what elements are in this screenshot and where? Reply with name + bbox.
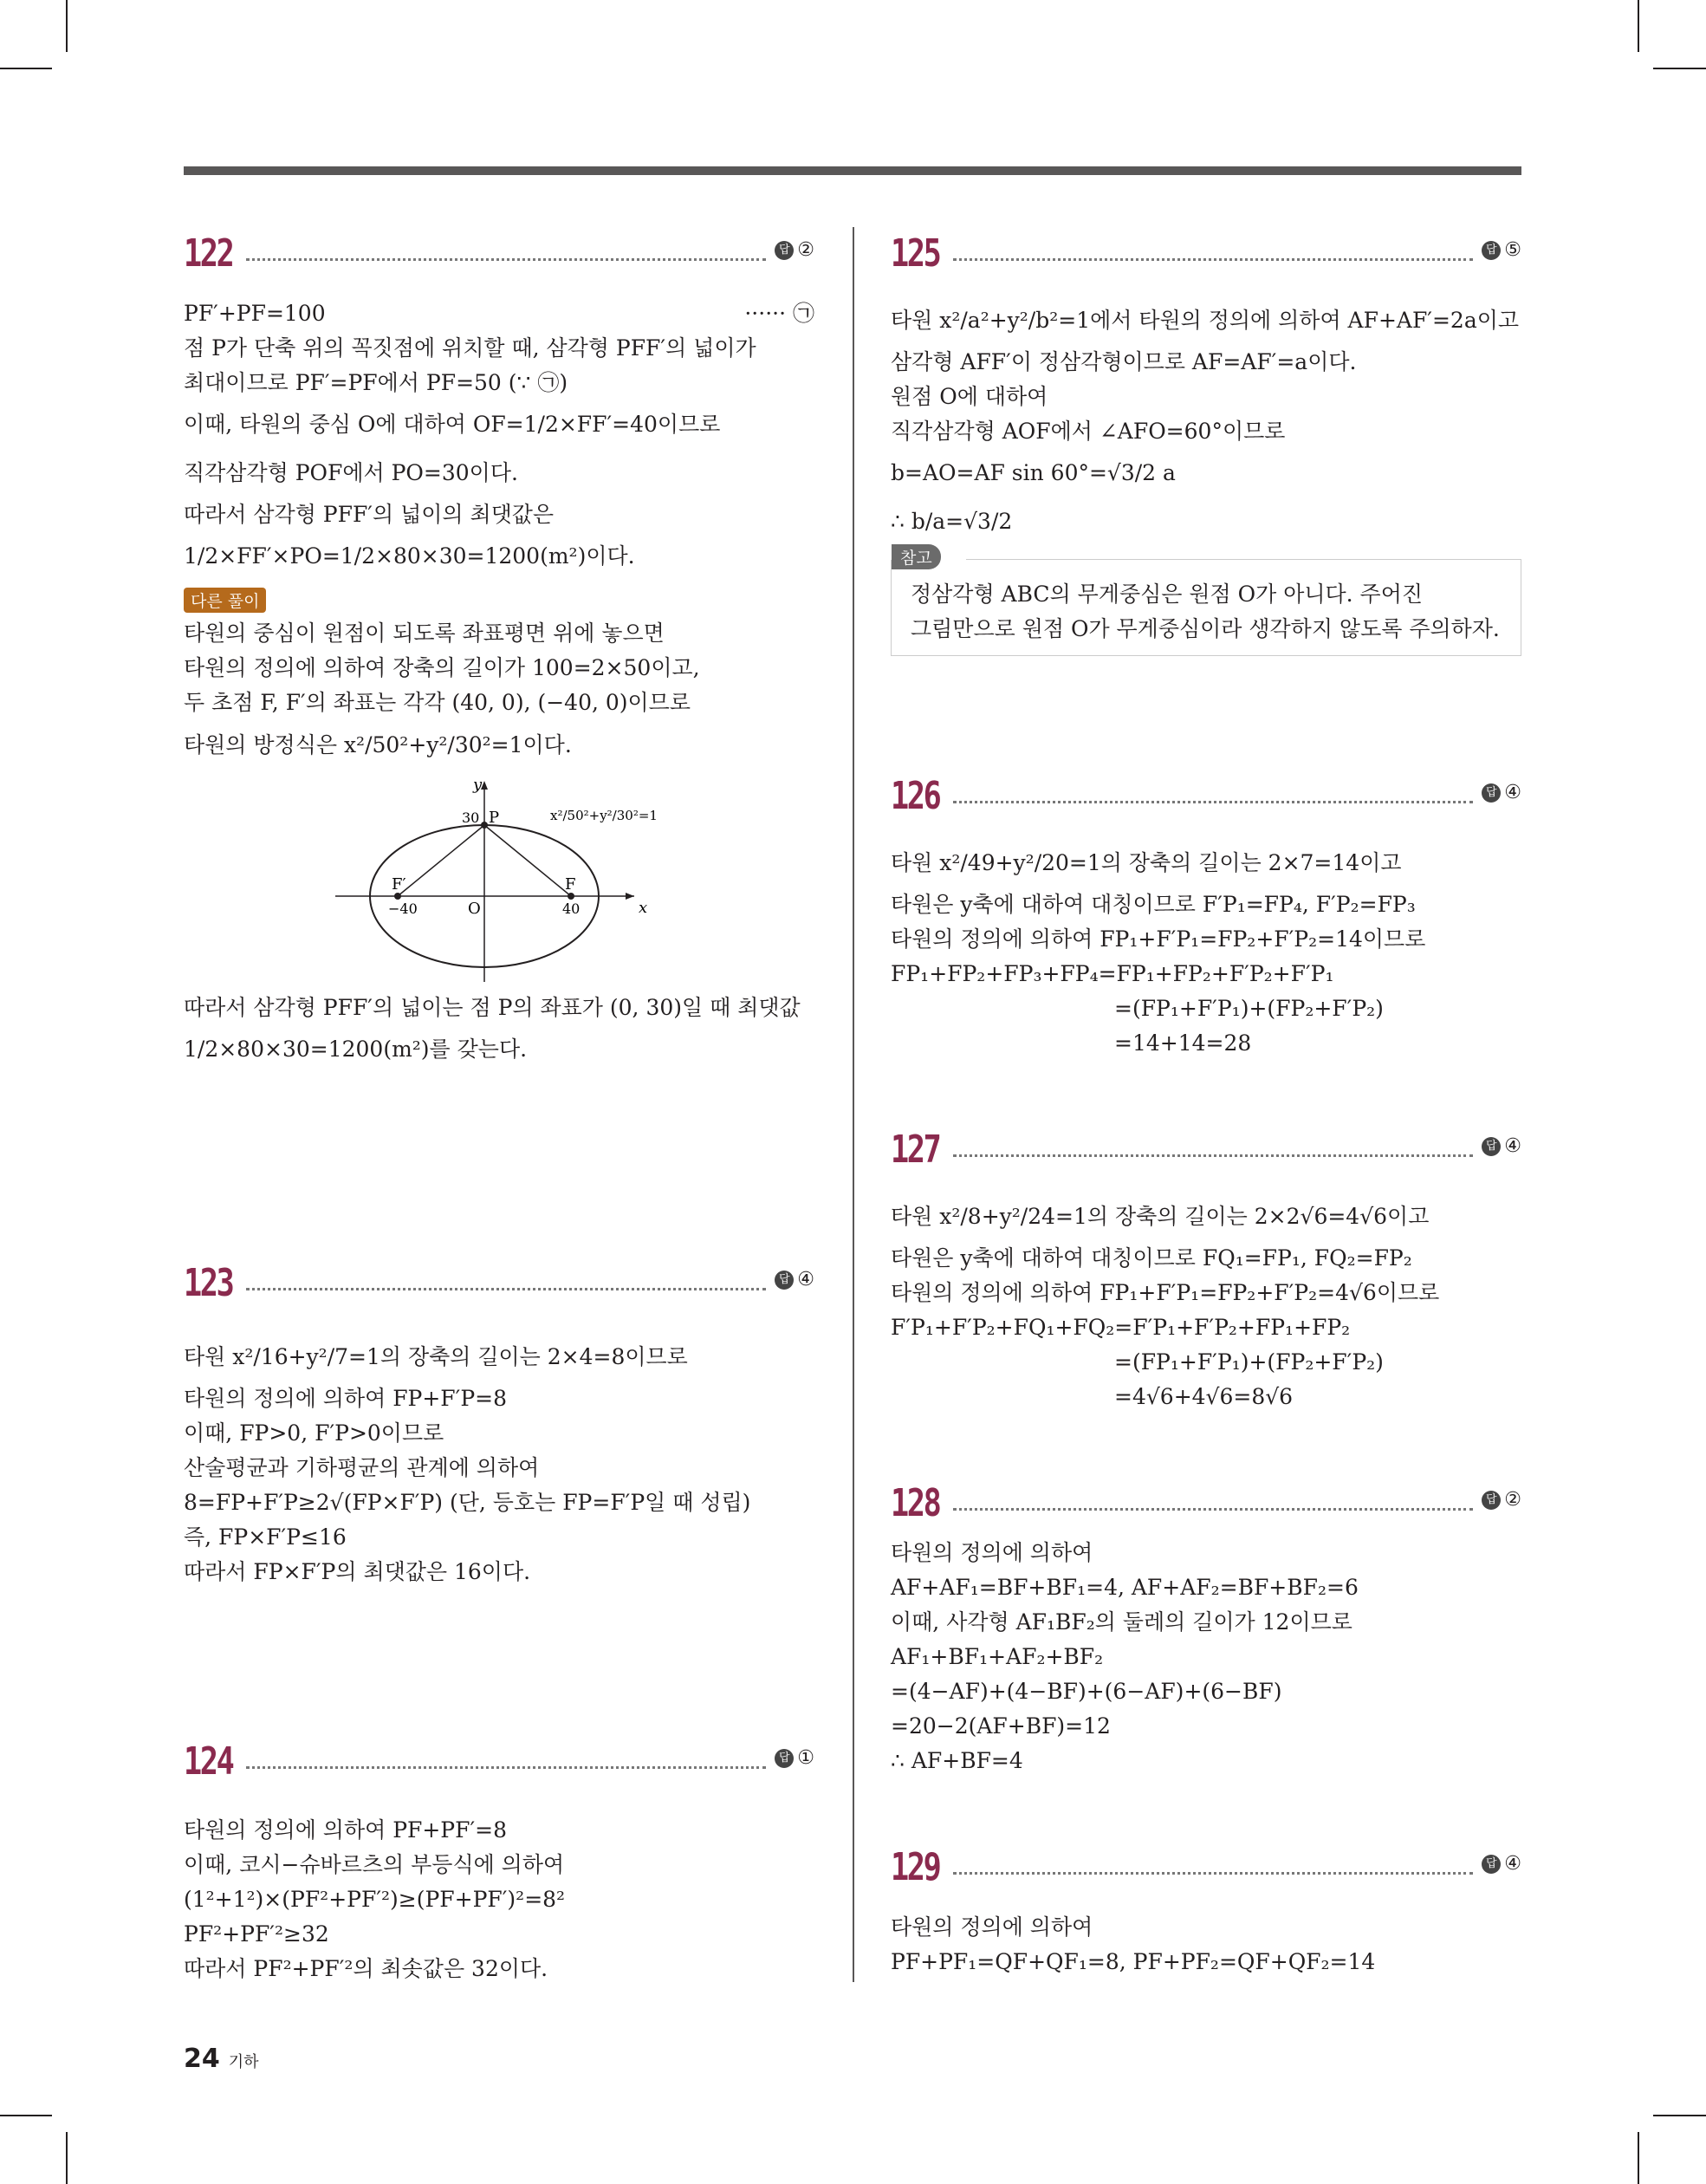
dotted-leader xyxy=(246,1766,766,1769)
solution-line: FP₁+FP₂+FP₃+FP₄=FP₁+FP₂+F′P₂+F′P₁ xyxy=(891,961,1334,986)
answer-value: ④ xyxy=(1504,782,1521,803)
solution-line: 타원은 y축에 대하여 대칭이므로 F′P₁=FP₄, F′P₂=FP₃ xyxy=(891,892,1416,917)
solution-line: 직각삼각형 POF에서 PO=30이다. xyxy=(184,460,518,485)
problem-number: 125 xyxy=(891,231,940,276)
solution-line: 타원의 정의에 의하여 FP₁+F′P₁=FP₂+F′P₂=4√6이므로 xyxy=(891,1280,1440,1305)
alt-line: 타원의 방정식은 x²/50²+y²/30²=1이다. xyxy=(184,732,572,757)
solution-line: PF+PF₁=QF+QF₁=8, PF+PF₂=QF+QF₂=14 xyxy=(891,1949,1376,1974)
y-axis-arrow-icon xyxy=(481,781,488,790)
f-label: F xyxy=(565,875,576,894)
solution-line: 타원의 정의에 의하여 PF+PF′=8 xyxy=(184,1817,508,1843)
solution-line: b=AO=AF sin 60°=√3/2 a xyxy=(891,460,1176,485)
answer xyxy=(1482,1853,1521,1875)
solution-line: 1/2×FF′×PO=1/2×80×30=1200(m²)이다. xyxy=(184,543,635,569)
problem-124 xyxy=(184,1735,814,1986)
graph-equation: x²/50²+y²/30²=1 xyxy=(550,808,658,823)
solution-line: 8=FP+F′P≥2√(FP×F′P) (단, 등호는 FP=F′P일 때 성립) xyxy=(184,1490,751,1515)
dotted-leader xyxy=(246,1288,766,1290)
solution-line: 따라서 FP×F′P의 최댓값은 16이다. xyxy=(184,1559,531,1584)
answer-value: ② xyxy=(1504,1489,1521,1511)
solution-line: 타원의 정의에 의하여 FP₁+F′P₁=FP₂+F′P₂=14이므로 xyxy=(891,926,1426,952)
solution-line: 1/2×80×30=1200(m²)를 갖는다. xyxy=(184,1037,528,1062)
solution-line: 타원 x²/16+y²/7=1의 장축의 길이는 2×4=8이므로 xyxy=(184,1344,688,1369)
answer xyxy=(1482,1135,1521,1157)
solution-line: 따라서 삼각형 PFF′의 넓이는 점 P의 좌표가 (0, 30)일 때 최댓값 xyxy=(184,995,801,1020)
solution-line: 직각삼각형 AOF에서 ∠AFO=60°이므로 xyxy=(891,419,1286,444)
solution-line: PF′+PF=100 ······ ㉠ xyxy=(184,296,814,331)
note-top-rule xyxy=(966,559,1521,560)
solution-line: 따라서 PF²+PF′²의 최솟값은 32이다. xyxy=(184,1956,548,1981)
answer-badge-icon: 답 xyxy=(775,1271,794,1290)
alt-line: 타원의 중심이 원점이 되도록 좌표평면 위에 놓으면 xyxy=(184,621,665,646)
problem-header xyxy=(891,770,1521,823)
problem-129 xyxy=(891,1841,1521,1979)
crop-mark xyxy=(1653,68,1706,69)
answer xyxy=(775,239,814,261)
f-prime-label: F′ xyxy=(392,875,406,894)
crop-mark xyxy=(1638,0,1639,52)
page-number: 24 xyxy=(184,2044,220,2074)
answer-value: ⑤ xyxy=(1504,239,1521,261)
solution-line: 타원 x²/a²+y²/b²=1에서 타원의 정의에 의하여 AF+AF′=2a이고 xyxy=(891,308,1520,333)
dotted-leader xyxy=(953,1872,1473,1875)
note-line: 그림만으로 원점 O가 무게중심이라 생각하지 않도록 주의하자. xyxy=(911,616,1500,641)
answer-badge-icon: 답 xyxy=(1482,783,1501,803)
solution-line: 타원 x²/49+y²/20=1의 장축의 길이는 2×7=14이고 xyxy=(891,850,1402,875)
problem-number: 123 xyxy=(184,1261,233,1305)
problem-header xyxy=(184,1735,814,1789)
solution-line: 삼각형 AFF′이 정삼각형이므로 AF=AF′=a이다. xyxy=(891,349,1357,374)
problem-128 xyxy=(891,1477,1521,1778)
answer-value: ④ xyxy=(797,1269,814,1290)
x-axis-label: x xyxy=(639,899,648,917)
solution-line: 따라서 삼각형 PFF′의 넓이의 최댓값은 xyxy=(184,502,555,527)
solution-line: (1²+1²)×(PF²+PF′²)≥(PF+PF′)²=8² xyxy=(184,1887,566,1912)
solution-line: 이때, 코시−슈바르츠의 부등식에 의하여 xyxy=(184,1852,565,1877)
problem-header xyxy=(184,1257,814,1310)
solution-line: AF+AF₁=BF+BF₁=4, AF+AF₂=BF+BF₂=6 xyxy=(891,1575,1359,1600)
problem-header xyxy=(891,1123,1521,1177)
point-p xyxy=(481,822,488,829)
answer xyxy=(1482,239,1521,261)
p-label: P xyxy=(489,809,500,827)
problem-number: 126 xyxy=(891,774,940,818)
f-prime-x-label: −40 xyxy=(388,900,418,917)
dotted-leader xyxy=(246,258,766,261)
answer-badge-icon: 답 xyxy=(775,1749,794,1768)
answer-value: ④ xyxy=(1504,1135,1521,1157)
solution-line: 산술평균과 기하평균의 관계에 의하여 xyxy=(184,1455,540,1480)
solution-line: 타원의 정의에 의하여 xyxy=(891,1914,1093,1940)
solution-line: 타원 x²/8+y²/24=1의 장축의 길이는 2×2√6=4√6이고 xyxy=(891,1204,1430,1229)
alt-line: 두 초점 F, F′의 좌표는 각각 (40, 0), (−40, 0)이므로 xyxy=(184,690,691,715)
crop-mark xyxy=(66,2132,68,2184)
answer-value: ④ xyxy=(1504,1853,1521,1875)
dotted-leader xyxy=(953,801,1473,803)
answer-badge-icon: 답 xyxy=(1482,241,1501,260)
solution-line: =(FP₁+F′P₁)+(FP₂+F′P₂) xyxy=(1114,996,1384,1021)
solution-line: 이때, 타원의 중심 O에 대하여 OF=1/2×FF′=40이므로 xyxy=(184,412,721,437)
f-x-label: 40 xyxy=(562,900,581,917)
problem-header xyxy=(891,227,1521,281)
problem-header xyxy=(891,1477,1521,1531)
crop-mark xyxy=(66,0,68,52)
answer xyxy=(775,1269,814,1290)
segment-pf-prime xyxy=(398,825,484,896)
ellipse-graph xyxy=(184,774,814,991)
crop-mark xyxy=(1638,2132,1639,2184)
crop-mark xyxy=(0,2115,52,2116)
problem-number: 124 xyxy=(184,1739,233,1784)
top-rule xyxy=(184,166,1521,175)
y-axis-label: y xyxy=(473,776,483,794)
solution-line: =20−2(AF+BF)=12 xyxy=(891,1713,1111,1739)
problem-header xyxy=(184,227,814,281)
answer-badge-icon: 답 xyxy=(775,241,794,260)
solution-line: =(FP₁+F′P₁)+(FP₂+F′P₂) xyxy=(1114,1349,1384,1375)
solution-line: 타원은 y축에 대하여 대칭이므로 FQ₁=FP₁, FQ₂=FP₂ xyxy=(891,1245,1412,1271)
note-label: 참고 xyxy=(892,544,941,569)
solution-line: F′P₁+F′P₂+FQ₁+FQ₂=F′P₁+F′P₂+FP₁+FP₂ xyxy=(891,1315,1351,1340)
origin-label: O xyxy=(468,900,481,918)
point-f-prime xyxy=(394,893,401,900)
solution-line: 최대이므로 PF′=PF에서 PF=50 (∵ ㉠) xyxy=(184,370,568,395)
problem-number: 127 xyxy=(891,1128,940,1172)
problem-number: 122 xyxy=(184,231,233,276)
section-name: 기하 xyxy=(228,2053,259,2071)
solution-line: 타원의 정의에 의하여 xyxy=(891,1540,1093,1565)
problem-126 xyxy=(891,770,1521,1061)
point-f xyxy=(568,893,574,900)
note-line: 정삼각형 ABC의 무게중심은 원점 O가 아니다. 주어진 xyxy=(911,582,1423,607)
crop-mark xyxy=(0,68,52,69)
solution-line: 즉, FP×F′P≤16 xyxy=(184,1524,347,1550)
solution-line: 점 P가 단축 위의 꼭짓점에 위치할 때, 삼각형 PFF′의 넓이가 xyxy=(184,335,756,361)
solution-line: PF²+PF′²≥32 xyxy=(184,1921,329,1947)
problem-127 xyxy=(891,1123,1521,1414)
problem-123 xyxy=(184,1257,814,1589)
answer xyxy=(775,1747,814,1769)
solution-line: 타원의 정의에 의하여 FP+F′P=8 xyxy=(184,1386,508,1411)
solution-line: 이때, FP>0, F′P>0이므로 xyxy=(184,1420,444,1446)
solution-line: =(4−AF)+(4−BF)+(6−AF)+(6−BF) xyxy=(891,1679,1282,1704)
solution-line: 이때, 사각형 AF₁BF₂의 둘레의 길이가 12이므로 xyxy=(891,1609,1352,1635)
dotted-leader xyxy=(953,1508,1473,1511)
solution-line: AF₁+BF₁+AF₂+BF₂ xyxy=(891,1644,1104,1669)
solution-line: ∴ AF+BF=4 xyxy=(891,1748,1023,1773)
answer-badge-icon: 답 xyxy=(1482,1137,1501,1156)
answer-value: ② xyxy=(797,239,814,261)
equation-mark: ······ ㉠ xyxy=(744,301,814,326)
alt-line: 타원의 정의에 의하여 장축의 길이가 100=2×50이고, xyxy=(184,655,700,680)
solution-line: 원점 O에 대하여 xyxy=(891,384,1048,409)
column-divider xyxy=(853,227,854,1982)
problem-number: 129 xyxy=(891,1845,940,1889)
answer xyxy=(1482,782,1521,803)
solution-line: ∴ b/a=√3/2 xyxy=(891,509,1013,534)
problem-header xyxy=(891,1841,1521,1895)
p-y-label: 30 xyxy=(462,809,480,826)
answer-badge-icon: 답 xyxy=(1482,1491,1501,1510)
answer-value: ① xyxy=(797,1747,814,1769)
solution-line: =14+14=28 xyxy=(1114,1030,1252,1056)
dotted-leader xyxy=(953,258,1473,261)
segment-pf xyxy=(484,825,571,896)
answer-badge-icon: 답 xyxy=(1482,1855,1501,1874)
solution-line: =4√6+4√6=8√6 xyxy=(1114,1384,1294,1409)
problem-number: 128 xyxy=(891,1481,940,1525)
page-footer xyxy=(184,2044,259,2074)
alt-solution-label: 다른 풀이 xyxy=(184,588,266,613)
answer xyxy=(1482,1489,1521,1511)
dotted-leader xyxy=(953,1154,1473,1157)
x-axis-arrow-icon xyxy=(626,893,634,900)
reference-note xyxy=(891,549,1521,656)
crop-mark xyxy=(1653,2115,1706,2116)
problem-122 xyxy=(184,227,814,1074)
problem-125 xyxy=(891,227,1521,656)
